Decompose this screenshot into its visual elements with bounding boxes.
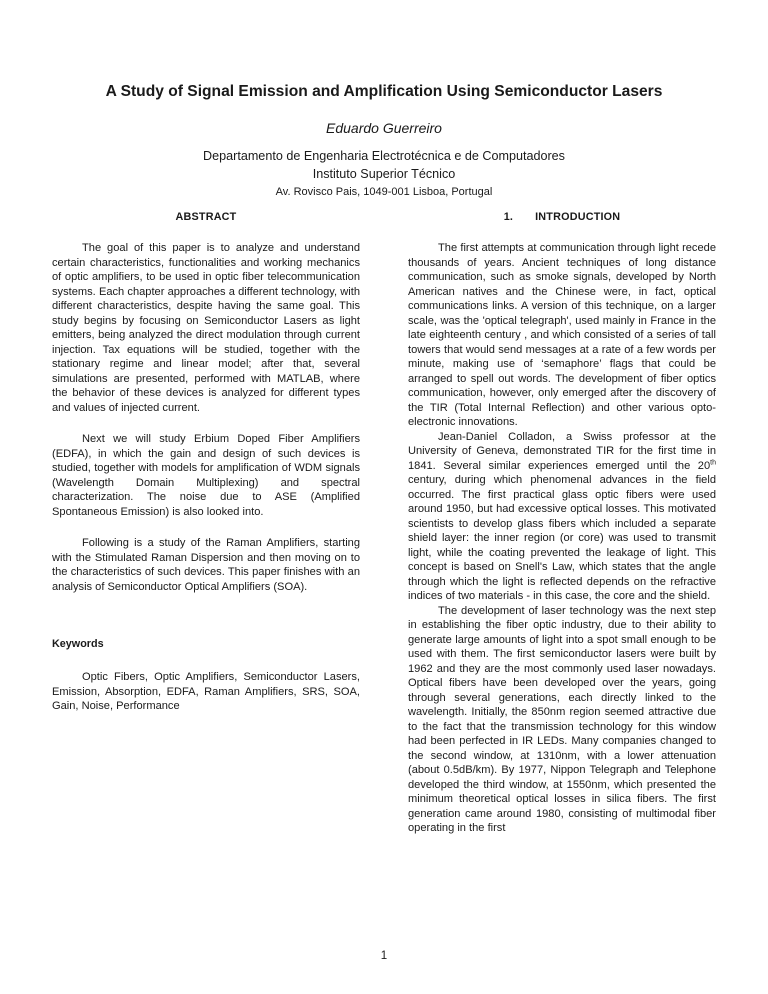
keywords-heading: Keywords	[52, 638, 104, 650]
abstract-paragraph-2: Next we will study Erbium Doped Fiber Amplifiers (EDFA), in which the gain and design of such devices is studied, together with models for amplification of WDM signals (Wavelength Domain Multiplexing) and spectral characterization. The noise due to ASE (Amplified Spontaneous Emission) is also looked into.	[52, 433, 360, 518]
introduction-paragraph-3: The development of laser technology was the next step in establishing the fiber optic industry, due to their ability to generate large amounts of light into a spot small enough to be used with them. The first semiconductor lasers were built by 1962 and they are the most commonly used laser nowadays. Optical fibers have been developed over the years, going through several generations, each directly linked to the wavelength. Initially, the 850nm region seemed attractive due to the fact that the transmission technology for this window had been perfected in IR LEDs. Many companies changed to the second window, at 1310nm, with a lower attenuation (about 0.5dB/km). By 1977, Nippon Telegraph and Telephone developed the third window, at 1550nm, which presented the minimum theoretical optical losses in silica fibers. The first generation came around 1980, consisting of multimodal fiber operating in the first	[408, 604, 716, 834]
introduction-paragraph-2-part-b: century, during which phenomenal advances in the field occurred. The first practical glass optic fibers were used around 1950, but had excessive optical losses. This motivated scientists to develop glass fibers which included a separate shield layer: the inner region (or core) was used to transmit light, while the coating prevented the leakage of light. This concept is based on Snell's Law, which states that the angle through which the light is reflected depends on the refractive indices of two materials - in this case, the core and the shield.	[408, 474, 716, 602]
keywords-text: Optic Fibers, Optic Amplifiers, Semiconductor Lasers, Emission, Absorption, EDFA, Raman Amplifiers, SRS, SOA, Gain, Noise, Performance	[52, 671, 360, 712]
abstract-paragraph-1: The goal of this paper is to analyze and understand certain characteristics, functionalities and working mechanics of optic amplifiers, to be used in optic fiber telecommunication systems. Each chapter approaches a different technology, with different characteristics, despite having the same goal. This study begins by focusing on Semiconductor Lasers as light emitters, being analyzed the direct modulation through current injection. Tax equations will be studied, together with the stationary regime and linear model; after that, several simulations are presented, performed with MATLAB, where the behavior of these devices is analyzed for different types and values of injected current.	[52, 242, 360, 414]
paper-title: A Study of Signal Emission and Amplification Using Semiconductor Lasers	[105, 83, 663, 100]
author-name: Eduardo Guerreiro	[326, 120, 442, 136]
affiliation-institute: Instituto Superior Técnico	[312, 167, 456, 181]
introduction-paragraph-2	[408, 430, 716, 604]
section-title: INTRODUCTION	[535, 211, 621, 223]
introduction-paragraph-1: The first attempts at communication through light recede thousands of years. Ancient techniques of long distance communication, such as smoke signals, developed by North American natives and the Chinese were, in fact, optical communications links. A version of this technique, on a larger scale, was the 'optical telegraph', used mainly in France in the late eighteenth century , and which consisted of a series of tall towers that would send messages at a rate of a few words per minute, making use of ‘semaphore’ flags that could be arranged to spell out words. The development of fiber optics communication, however, only emerged after the discovery of the TIR (Total Internal Reflection) and other various opto-electronic innovations.	[408, 242, 716, 428]
page-number: 1	[380, 950, 388, 962]
abstract-paragraph-3: Following is a study of the Raman Amplifiers, starting with the Stimulated Raman Dispersion and then moving on to the characteristics of such devices. This paper finishes with an analysis of Semiconductor Optical Amplifiers (SOA).	[52, 537, 360, 593]
affiliation-department: Departamento de Engenharia Electrotécnica e de Computadores	[203, 149, 565, 163]
left-column	[52, 207, 360, 731]
ordinal-superscript: th	[710, 458, 716, 466]
section-number: 1.	[503, 211, 514, 223]
affiliation-address: Av. Rovisco Pais, 1049-001 Lisboa, Portugal	[275, 186, 493, 198]
right-column	[408, 207, 716, 836]
introduction-paragraph-2-part-a: Jean-Daniel Colladon, a Swiss professor at the University of Geneva, demonstrated TIR for the first time in 1841. Several similar experiences emerged until the 20	[408, 430, 716, 472]
abstract-heading: ABSTRACT	[175, 211, 237, 223]
introduction-heading	[408, 211, 716, 223]
